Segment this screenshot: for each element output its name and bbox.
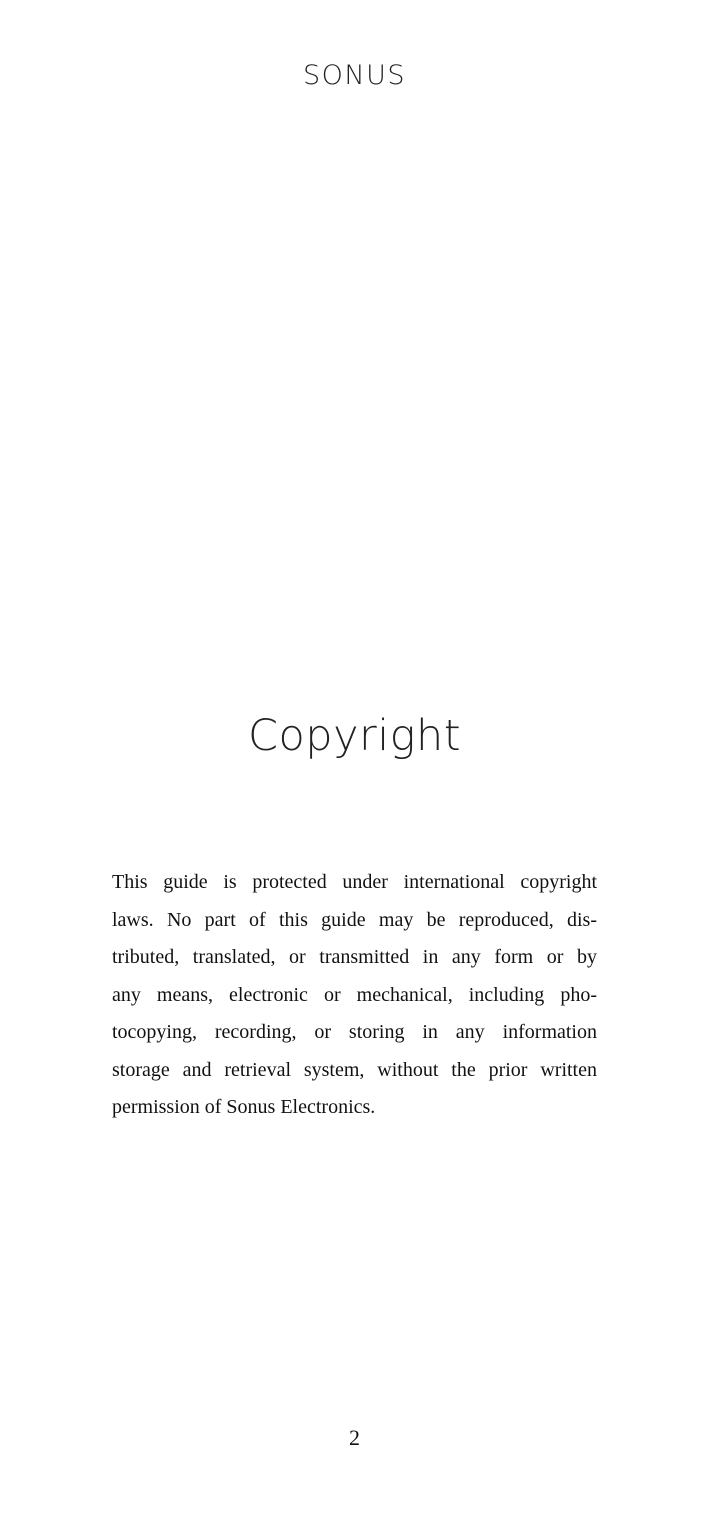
copyright-paragraph bbox=[112, 864, 597, 1127]
paragraph-line: tributed, translated, or transmitted in any form or by bbox=[112, 946, 597, 968]
page-title: Copyright bbox=[247, 711, 462, 761]
paragraph-line: tocopying, recording, or storing in any information bbox=[112, 1021, 597, 1043]
paragraph-line: storage and retrieval system, without the prior written bbox=[112, 1058, 597, 1081]
paragraph-line: permission of Sonus Electronics. bbox=[112, 1096, 376, 1118]
paragraph-line: This guide is protected under international copyright bbox=[112, 871, 597, 893]
paragraph-line: any means, electronic or mechanical, including pho- bbox=[112, 983, 597, 1006]
brand-header: SONUS bbox=[303, 60, 406, 91]
page-number: 2 bbox=[349, 1425, 360, 1450]
paragraph-line: laws. No part of this guide may be reproduced, dis- bbox=[112, 908, 597, 931]
